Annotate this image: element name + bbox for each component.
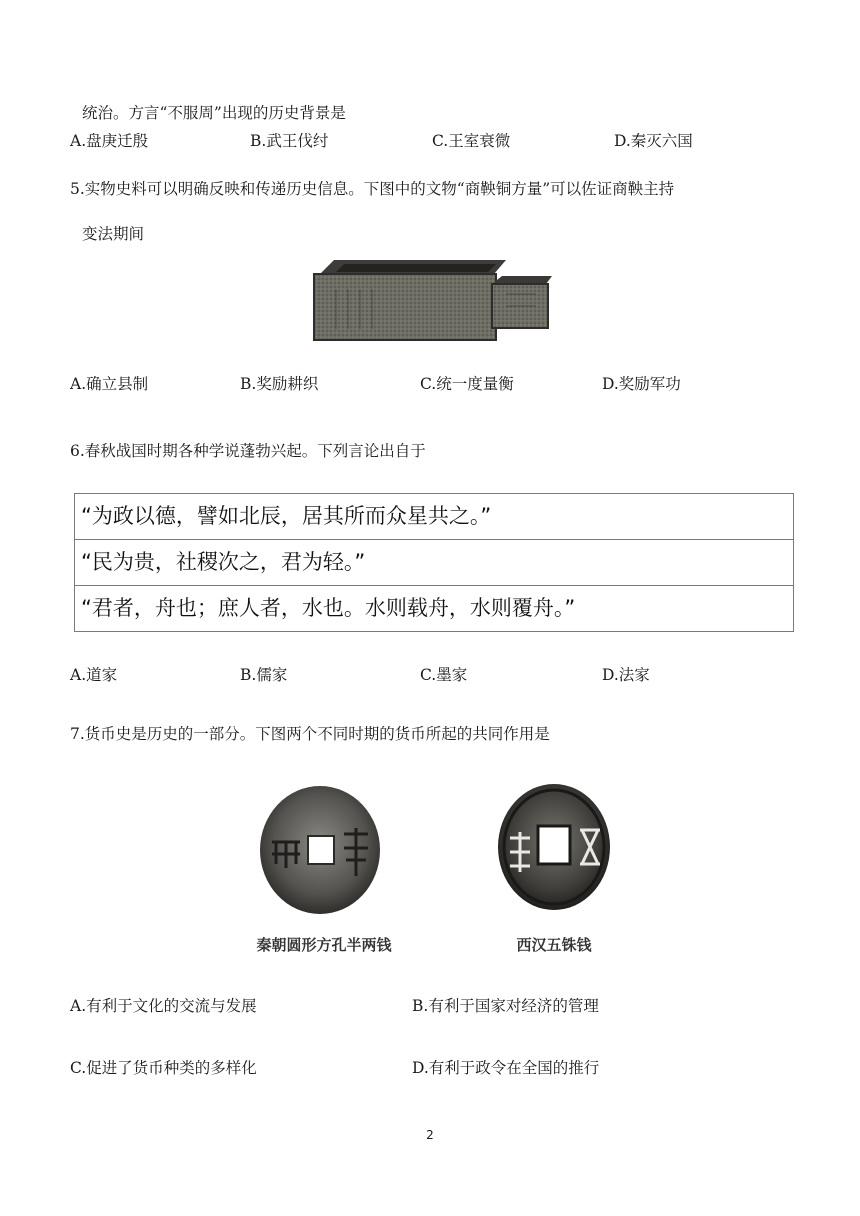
q7-option-d: D.有利于政令在全国的推行: [412, 1059, 600, 1077]
qin-coin-caption: 秦朝圆形方孔半两钱: [256, 936, 392, 954]
q7-option-a: A.有利于文化的交流与发展: [70, 997, 257, 1015]
q5-option-a: A.确立县制: [70, 375, 149, 393]
q4-continuation: 统治。方言“不服周”出现的历史背景是: [82, 104, 346, 122]
q4-option-a: A.盘庚迁殷: [70, 132, 149, 150]
page-number: 2: [426, 1128, 434, 1142]
han-wu-zhu-coin-image: [496, 782, 612, 912]
q5-stem-line2: 变法期间: [82, 225, 145, 243]
quote-row: “民为贵，社稷次之，君为轻。”: [75, 540, 793, 586]
q5-stem-line1: 5.实物史料可以明确反映和传递历史信息。下图中的文物“商鞅铜方量”可以佐证商鞅主持: [70, 180, 675, 198]
q6-option-a: A.道家: [70, 666, 118, 684]
q5-option-c: C.统一度量衡: [420, 375, 514, 393]
q7-option-c: C.促进了货币种类的多样化: [70, 1059, 257, 1077]
qin-ban-liang-coin-image: [258, 784, 382, 916]
q6-option-b: B.儒家: [240, 666, 288, 684]
han-coin-caption: 西汉五铢钱: [516, 936, 592, 954]
quote-row: “为政以德，譬如北辰，居其所而众星共之。”: [75, 494, 793, 540]
q4-option-d: D.秦灭六国: [614, 132, 693, 150]
quote-table: [74, 493, 794, 632]
q6-option-d: D.法家: [602, 666, 650, 684]
quote-row: “君者，舟也；庶人者，水也。水则载舟，水则覆舟。”: [81, 596, 576, 620]
q5-option-b: B.奖励耕织: [240, 375, 319, 393]
q7-option-b: B.有利于国家对经济的管理: [412, 997, 599, 1015]
q6-stem: 6.春秋战国时期各种学说蓬勃兴起。下列言论出自于: [70, 442, 426, 460]
q6-option-c: C.墨家: [420, 666, 468, 684]
q5-option-d: D.奖励军功: [602, 375, 681, 393]
q4-option-b: B.武王伐纣: [250, 132, 329, 150]
bronze-measure-image: [306, 254, 556, 346]
q4-option-c: C.王室衰微: [432, 132, 511, 150]
q7-stem: 7.货币史是历史的一部分。下图两个不同时期的货币所起的共同作用是: [70, 725, 550, 743]
